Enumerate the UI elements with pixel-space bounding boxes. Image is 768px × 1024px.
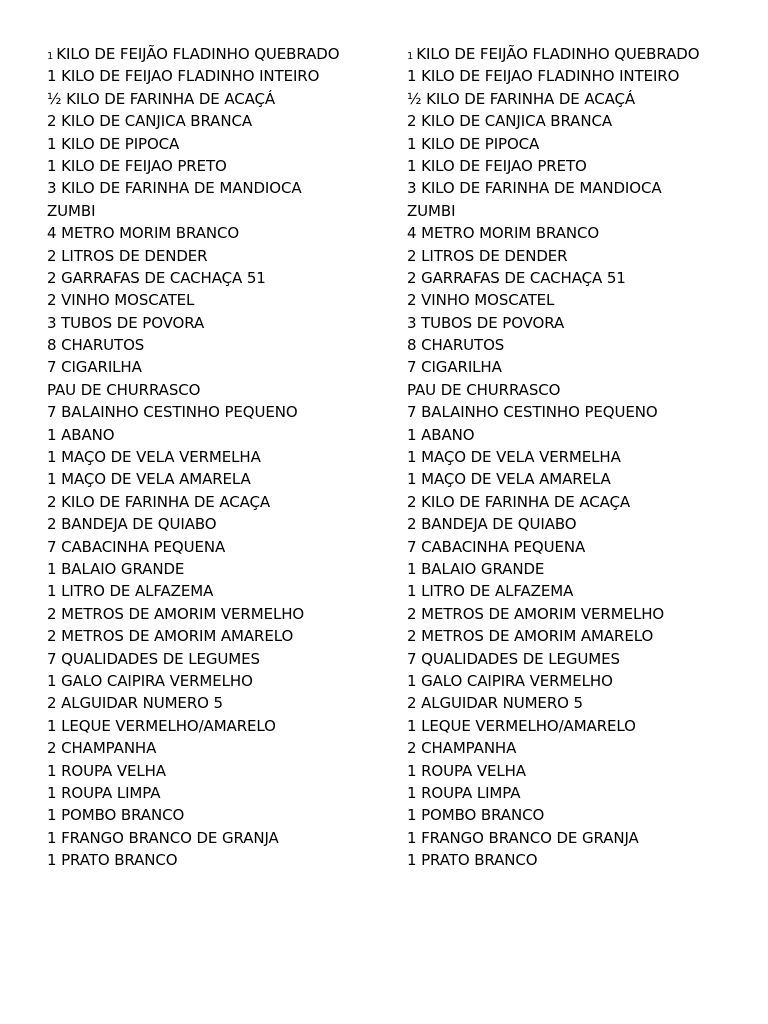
list-item: 1 PRATO BRANCO: [47, 851, 178, 870]
list-item-first: [47, 43, 392, 65]
list-item: 2 LITROS DE DENDER: [407, 246, 568, 265]
shopping-list-left: [47, 43, 392, 871]
list-item: 1 KILO DE PIPOCA: [407, 134, 540, 153]
list-item: 7 CIGARILHA: [47, 358, 142, 377]
list-item: PAU DE CHURRASCO: [47, 380, 201, 399]
list-item: 2 GARRAFAS DE CACHAÇA 51: [47, 268, 266, 287]
list-item: 2 METROS DE AMORIM AMARELO: [407, 627, 654, 646]
list-item: 1 ROUPA LIMPA: [47, 783, 161, 802]
list-item: 1 KILO DE FEIJAO PRETO: [407, 156, 587, 175]
list-item: 7 QUALIDADES DE LEGUMES: [407, 649, 620, 668]
list-item: 8 CHARUTOS: [47, 336, 145, 355]
list-item: 8 CHARUTOS: [407, 336, 505, 355]
list-item: 7 CABACINHA PEQUENA: [47, 537, 226, 556]
list-item: 2 ALGUIDAR NUMERO 5: [47, 694, 223, 713]
list-item: 3 TUBOS DE POVORA: [407, 313, 565, 332]
list-item: 7 BALAINHO CESTINHO PEQUENO: [407, 403, 658, 422]
list-item: ZUMBI: [47, 201, 96, 220]
list-item: 1 ABANO: [47, 425, 115, 444]
list-item: 1 POMBO BRANCO: [407, 806, 545, 825]
list-item: 7 BALAINHO CESTINHO PEQUENO: [47, 403, 298, 422]
list-item: ZUMBI: [407, 201, 456, 220]
list-item: 1 FRANGO BRANCO DE GRANJA: [47, 828, 279, 847]
list-item: 1 KILO DE FEIJAO FLADINHO INTEIRO: [47, 67, 320, 86]
list-item-quantity: 1: [47, 51, 54, 62]
list-item: 2 VINHO MOSCATEL: [47, 291, 195, 310]
list-item: 2 BANDEJA DE QUIABO: [47, 515, 217, 534]
list-item: 2 METROS DE AMORIM VERMELHO: [407, 604, 665, 623]
list-item-quantity: 1: [407, 51, 414, 62]
list-item: 7 CIGARILHA: [407, 358, 502, 377]
list-item: 1 LEQUE VERMELHO/AMARELO: [47, 716, 276, 735]
list-item: ½ KILO DE FARINHA DE ACAÇÁ: [407, 89, 636, 108]
list-item: 2 KILO DE CANJICA BRANCA: [47, 112, 252, 131]
list-item: 1 ABANO: [407, 425, 475, 444]
list-item: 1 BALAIO GRANDE: [407, 559, 545, 578]
list-item: 1 MAÇO DE VELA VERMELHA: [407, 448, 621, 467]
list-item: 1 GALO CAIPIRA VERMELHO: [47, 671, 253, 690]
list-item: 2 LITROS DE DENDER: [47, 246, 208, 265]
list-item: 4 METRO MORIM BRANCO: [407, 224, 600, 243]
list-item: 1 LITRO DE ALFAZEMA: [407, 582, 574, 601]
list-item: 1 KILO DE FEIJAO FLADINHO INTEIRO: [407, 67, 680, 86]
list-item: 1 FRANGO BRANCO DE GRANJA: [407, 828, 639, 847]
list-item: 2 METROS DE AMORIM VERMELHO: [47, 604, 305, 623]
list-item: 4 METRO MORIM BRANCO: [47, 224, 240, 243]
list-item: 3 KILO DE FARINHA DE MANDIOCA: [47, 179, 302, 198]
list-item: 2 CHAMPANHA: [47, 739, 157, 758]
list-item: 1 PRATO BRANCO: [407, 851, 538, 870]
list-item: 1 MAÇO DE VELA VERMELHA: [47, 448, 261, 467]
list-item: 1 LITRO DE ALFAZEMA: [47, 582, 214, 601]
list-item-text: KILO DE FEIJÃO FLADINHO QUEBRADO: [56, 45, 340, 63]
list-item: 1 KILO DE PIPOCA: [47, 134, 180, 153]
list-item: 2 KILO DE CANJICA BRANCA: [407, 112, 612, 131]
list-item: 1 MAÇO DE VELA AMARELA: [407, 470, 611, 489]
list-item: 1 BALAIO GRANDE: [47, 559, 185, 578]
list-item-first: [407, 43, 752, 65]
list-item: 1 KILO DE FEIJAO PRETO: [47, 156, 227, 175]
list-item: 2 GARRAFAS DE CACHAÇA 51: [407, 268, 626, 287]
list-item: 2 KILO DE FARINHA DE ACAÇA: [47, 492, 271, 511]
list-item: ½ KILO DE FARINHA DE ACAÇÁ: [47, 89, 276, 108]
list-item-text: KILO DE FEIJÃO FLADINHO QUEBRADO: [416, 45, 700, 63]
shopping-list-right: [407, 43, 752, 871]
list-item: 1 MAÇO DE VELA AMARELA: [47, 470, 251, 489]
list-item: 1 ROUPA VELHA: [407, 761, 526, 780]
list-item: 2 KILO DE FARINHA DE ACAÇA: [407, 492, 631, 511]
list-item: 2 ALGUIDAR NUMERO 5: [407, 694, 583, 713]
list-item: 7 QUALIDADES DE LEGUMES: [47, 649, 260, 668]
list-item: 1 LEQUE VERMELHO/AMARELO: [407, 716, 636, 735]
list-item: 1 ROUPA LIMPA: [407, 783, 521, 802]
list-item: 7 CABACINHA PEQUENA: [407, 537, 586, 556]
list-item: 2 CHAMPANHA: [407, 739, 517, 758]
list-item: 1 ROUPA VELHA: [47, 761, 166, 780]
list-item: 3 KILO DE FARINHA DE MANDIOCA: [407, 179, 662, 198]
list-item: 3 TUBOS DE POVORA: [47, 313, 205, 332]
list-item: 1 POMBO BRANCO: [47, 806, 185, 825]
list-item: 2 METROS DE AMORIM AMARELO: [47, 627, 294, 646]
list-item: 2 VINHO MOSCATEL: [407, 291, 555, 310]
list-item: PAU DE CHURRASCO: [407, 380, 561, 399]
list-item: 1 GALO CAIPIRA VERMELHO: [407, 671, 613, 690]
list-item: 2 BANDEJA DE QUIABO: [407, 515, 577, 534]
